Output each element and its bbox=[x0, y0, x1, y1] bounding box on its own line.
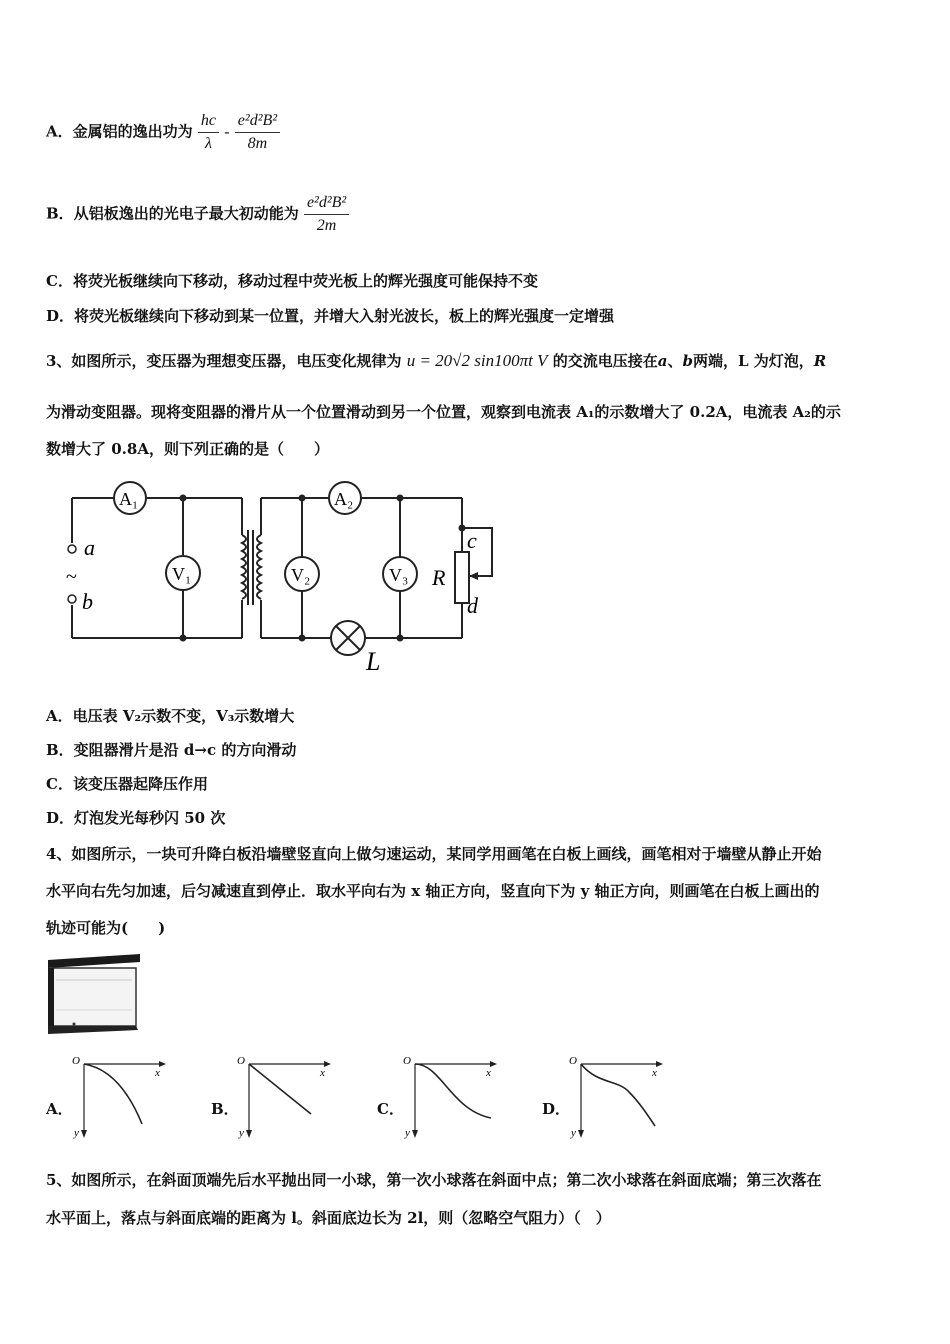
origin-label: O bbox=[72, 1055, 80, 1067]
q2-option-a bbox=[46, 112, 280, 153]
ac-source-tilde: ~ bbox=[66, 566, 77, 588]
graph-a-label: A． bbox=[46, 1100, 73, 1118]
q3-option-b: B．变阻器滑片是沿 d→c 的方向滑动 bbox=[46, 741, 297, 759]
voltage-formula: u = 20√2 sin100πt V bbox=[406, 351, 548, 370]
q4-stem-line-1: 4、如图所示，一块可升降白板沿墙壁竖直向上做匀速运动，某同学用画笔在白板上画线，画笔相对于墙壁从静止开始 bbox=[46, 845, 822, 863]
q2-option-b-label: B． bbox=[46, 204, 74, 223]
graph-b bbox=[235, 1052, 335, 1142]
graph-d-label: D． bbox=[542, 1100, 571, 1118]
q2-option-a-text: 金属铝的逸出功为 bbox=[72, 122, 193, 141]
terminal-b-icon bbox=[68, 595, 76, 603]
ammeter-a1-label: A₁ bbox=[119, 489, 139, 509]
origin-label: O bbox=[237, 1055, 245, 1067]
x-axis-label: x bbox=[320, 1067, 325, 1079]
kinetic-energy-fraction bbox=[304, 194, 349, 235]
graph-c bbox=[401, 1052, 501, 1142]
q4-stem-line-3: 轨迹可能为( ) bbox=[46, 919, 166, 937]
x-axis-label: x bbox=[155, 1067, 160, 1079]
y-axis-label: y bbox=[74, 1127, 79, 1139]
slider-arrow-icon bbox=[469, 572, 478, 580]
trajectory-curve bbox=[581, 1064, 655, 1126]
voltmeter-v2-label: V₂ bbox=[291, 565, 311, 585]
transformer-circuit-diagram bbox=[55, 478, 505, 678]
x-axis-label: x bbox=[652, 1067, 657, 1079]
terminal-b: b bbox=[682, 352, 693, 370]
origin-label: O bbox=[403, 1055, 411, 1067]
fraction-denominator: λ bbox=[204, 135, 212, 152]
ammeter-a2-label: A₂ bbox=[334, 489, 354, 509]
q3-stem-text: 3、如图所示，变压器为理想变压器，电压变化规律为 bbox=[46, 352, 402, 370]
q3-option-a: A．电压表 V₂示数不变，V₃示数增大 bbox=[46, 707, 295, 725]
rheostat-label: R bbox=[432, 565, 446, 590]
x-axis-label: x bbox=[486, 1067, 491, 1079]
q3-stem-line-3: 数增大了 0.8A，则下列正确的是（ ） bbox=[46, 440, 329, 458]
fraction-numerator: hc bbox=[198, 112, 219, 133]
lamp-label: L bbox=[366, 647, 381, 676]
q2-option-c: C．将荧光板继续向下移动，移动过程中荧光板上的辉光强度可能保持不变 bbox=[46, 272, 538, 290]
q3-option-d: D．灯泡发光每秒闪 50 次 bbox=[46, 809, 226, 827]
q5-stem-line-1: 5、如图所示，在斜面顶端先后水平抛出同一小球，第一次小球落在斜面中点；第二次小球落在斜面底端；第三次落在 bbox=[46, 1171, 822, 1189]
graph-c-label: C． bbox=[377, 1100, 404, 1118]
q3-stem-line-2: 为滑动变阻器。现将变阻器的滑片从一个位置滑动到另一个位置，观察到电流表 A₁的示数增大了 0.2A，电流表 A₂的示 bbox=[46, 403, 841, 421]
voltmeter-v1-label: V₁ bbox=[172, 564, 192, 584]
y-axis-label: y bbox=[239, 1127, 244, 1139]
fraction-denominator: 8m bbox=[247, 135, 268, 152]
separator: 、 bbox=[667, 352, 683, 370]
q5-stem-line-2: 水平面上，落点与斜面底端的距离为 l。斜面底边长为 2l，则（忽略空气阻力）（ ） bbox=[46, 1209, 611, 1227]
minus-sign: - bbox=[224, 123, 230, 141]
y-axis-label: y bbox=[571, 1127, 576, 1139]
graph-a bbox=[70, 1052, 170, 1142]
terminal-b-label: b bbox=[82, 589, 93, 614]
q4-stem-line-2: 水平向右先匀加速，后匀减速直到停止．取水平向右为 x 轴正方向，竖直向下为 y 轴正方向，则画笔在白板上画出的 bbox=[46, 882, 820, 900]
q3-stem-text: 的交流电压接在 bbox=[552, 352, 658, 370]
q2-option-d: D．将荧光板继续向下移动到某一位置，并增大入射光波长，板上的辉光强度一定增强 bbox=[46, 307, 615, 325]
resistor-r: R bbox=[813, 352, 827, 370]
fraction-numerator: e²d²B² bbox=[235, 112, 280, 133]
work-function-fraction-2 bbox=[235, 112, 280, 153]
q3-stem-line-1 bbox=[46, 350, 826, 371]
trajectory-curve bbox=[84, 1064, 142, 1124]
fraction-numerator: e²d²B² bbox=[304, 194, 349, 215]
graph-b-label: B． bbox=[211, 1100, 239, 1118]
voltmeter-v3-label: V₃ bbox=[389, 565, 409, 585]
y-axis-label: y bbox=[405, 1127, 410, 1139]
q2-option-b-text: 从铝板逸出的光电子最大初动能为 bbox=[73, 204, 299, 223]
q3-option-c: C．该变压器起降压作用 bbox=[46, 775, 208, 793]
slider-end-c: c bbox=[467, 528, 477, 553]
fraction-denominator: 2m bbox=[316, 217, 337, 234]
trajectory-line bbox=[249, 1064, 311, 1114]
q3-stem-text: 两端，L 为灯泡， bbox=[692, 352, 814, 370]
terminal-a: a bbox=[657, 352, 668, 370]
work-function-fraction-1 bbox=[198, 112, 219, 153]
graph-d bbox=[567, 1052, 667, 1142]
terminal-a-label: a bbox=[84, 535, 95, 560]
q2-option-a-label: A． bbox=[46, 122, 73, 141]
origin-label: O bbox=[569, 1055, 577, 1067]
whiteboard-photo bbox=[46, 950, 142, 1036]
terminal-a-icon bbox=[68, 545, 76, 553]
trajectory-curve bbox=[415, 1064, 491, 1118]
q2-option-b bbox=[46, 194, 349, 235]
slider-end-d: d bbox=[467, 593, 478, 618]
